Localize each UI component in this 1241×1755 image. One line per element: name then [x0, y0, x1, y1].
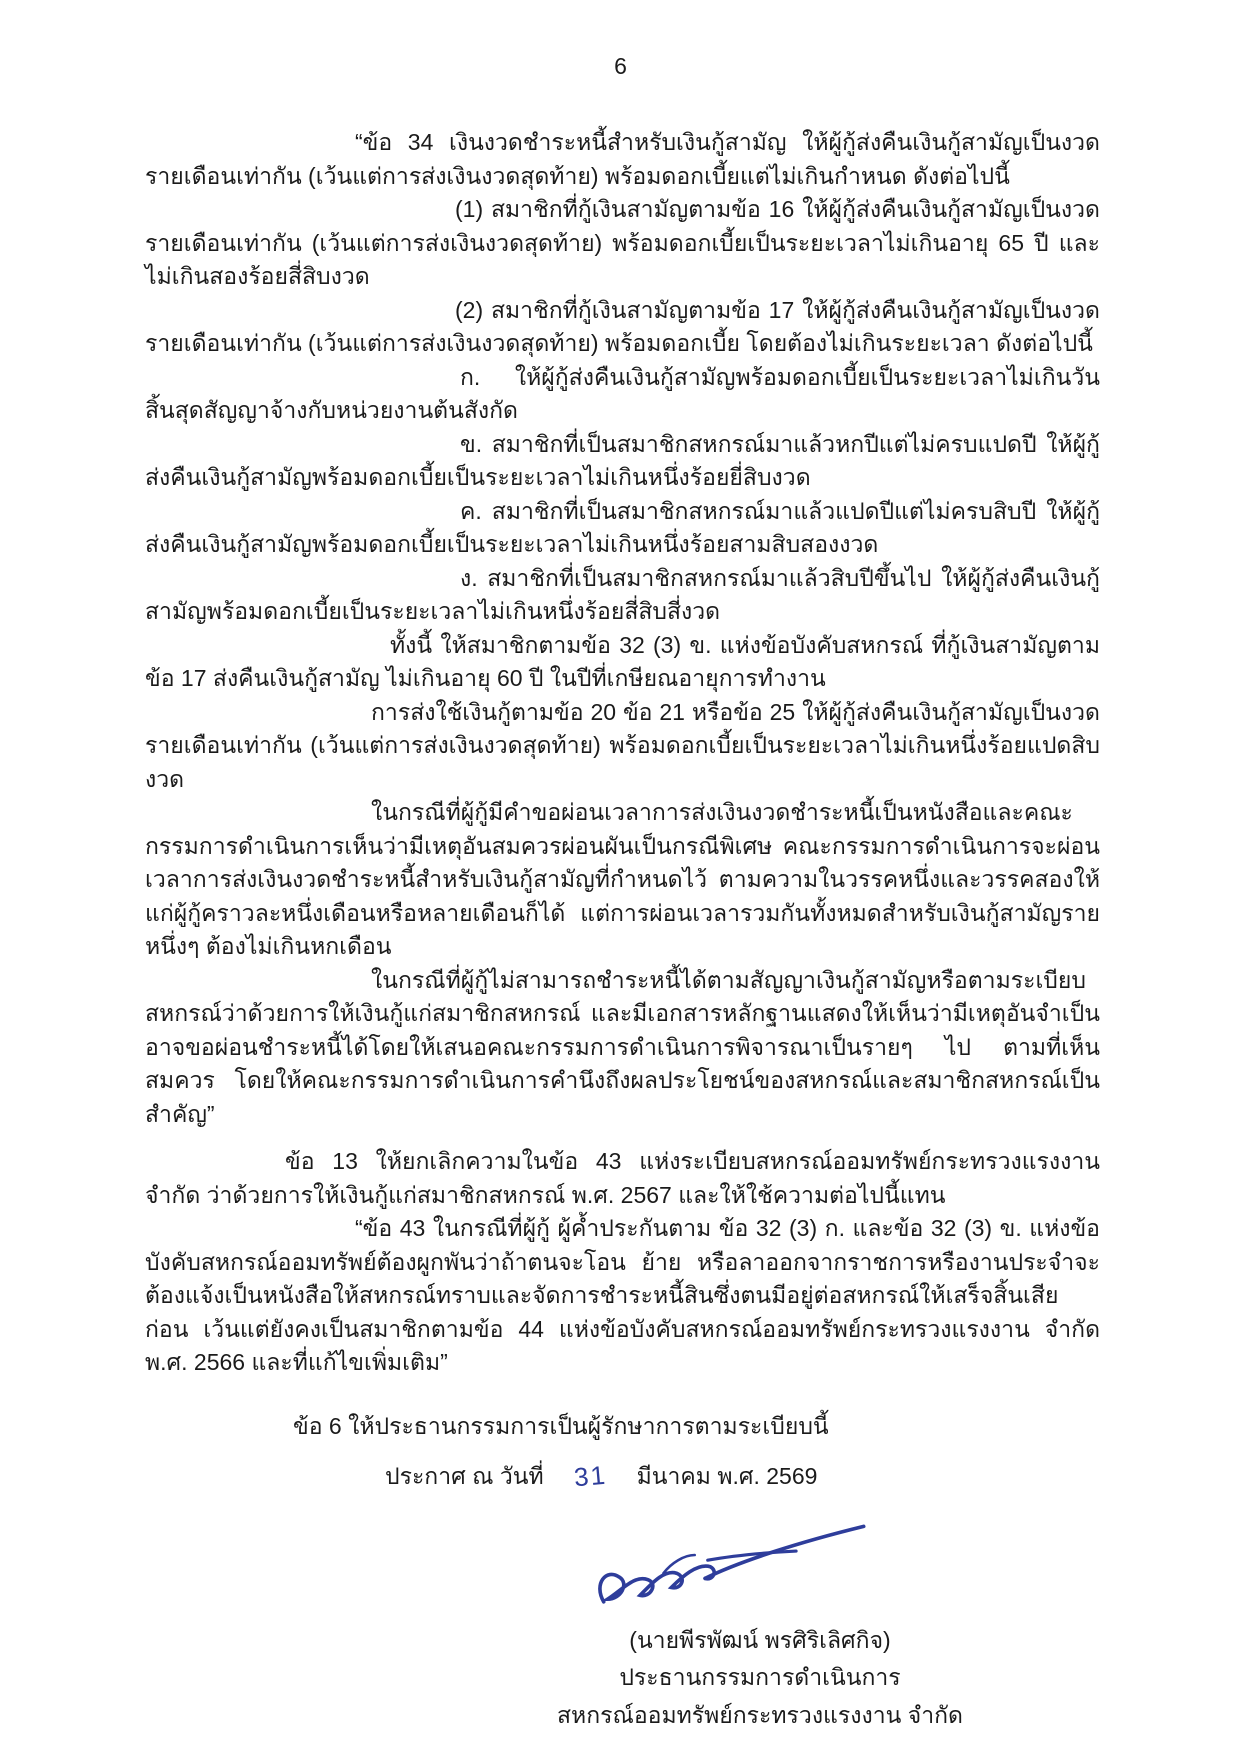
- signer-name: (นายพีรพัฒน์ พรศิริเลิศกิจ): [629, 1626, 891, 1653]
- paragraph-repayment: การส่งใช้เงินกู้ตามข้อ 20 ข้อ 21 หรือข้อ 25 ให้ผู้กู้ส่งคืนเงินกู้สามัญเป็นงวดรายเดือนเท่ากัน (เว้นแต่การส่งเงินงวดสุดท้าย) พร้อมดอกเบี้ยเป็นระยะเวลาไม่เกินหนึ่งร้อยแปดสิบงวด: [145, 698, 1100, 792]
- signer-block: [450, 1624, 1070, 1733]
- signature-block: [585, 1516, 945, 1620]
- paragraph-item-2: (2) สมาชิกที่กู้เงินสามัญตามข้อ 17 ให้ผู้กู้ส่งคืนเงินกู้สามัญเป็นงวดรายเดือนเท่ากัน (เว้นแต่การส่งเงินงวดสุดท้าย) พร้อมดอกเบี้ย โดยต้องไม่เกินระยะเวลา ดังต่อไปนี้: [145, 296, 1100, 356]
- paragraph-sub-kho: ข. สมาชิกที่เป็นสมาชิกสหกรณ์มาแล้วหกปีแต่ไม่ครบแปดปี ให้ผู้กู้ส่งคืนเงินกู้สามัญพร้อมดอกเบี้ยเป็นระยะเวลาไม่เกินหนึ่งร้อยยี่สิบงวด: [145, 430, 1100, 490]
- paragraph-clause-13: ข้อ 13 ให้ยกเลิกความในข้อ 43 แห่งระเบียบสหกรณ์ออมทรัพย์กระทรวงแรงงาน จำกัด ว่าด้วยการให้เงินกู้แก่สมาชิกสหกรณ์ พ.ศ. 2567 และให้ใช้ความต่อไปนี้แทน: [145, 1148, 1100, 1208]
- signer-title: ประธานกรรมการดำเนินการ: [619, 1664, 901, 1690]
- paragraph-clause-43: “ข้อ 43 ในกรณีที่ผู้กู้ ผู้ค้ำประกันตาม ข้อ 32 (3) ก. และข้อ 32 (3) ข. แห่งข้อบังคับสหกรณ์ออมทรัพย์ต้องผูกพันว่าถ้าตนจะโอน ย้าย หรือลาออกจากราชการหรืองานประจำจะต้องแจ้งเป็นหนังสือให้สหกรณ์ทราบและจัดการชำระหนี้สินซึ่งตนมีอยู่ต่อสหกรณ์ให้เสร็จสิ้นเสียก่อน เว้นแต่ยังคงเป็นสมาชิกตามข้อ 44 แห่งข้อบังคับสหกรณ์ออมทรัพย์กระทรวงแรงงาน จำกัด พ.ศ. 2566 และที่แก้ไขเพิ่มเติม”: [145, 1215, 1100, 1375]
- signature-ink: [585, 1516, 885, 1620]
- paragraph-item-1: (1) สมาชิกที่กู้เงินสามัญตามข้อ 16 ให้ผู้กู้ส่งคืนเงินกู้สามัญเป็นงวดรายเดือนเท่ากัน (เว้นแต่การส่งเงินงวดสุดท้าย) พร้อมดอกเบี้ยเป็นระยะเวลาไม่เกินอายุ 65 ปี และไม่เกินสองร้อยสี่สิบงวด: [145, 196, 1100, 289]
- signer-organization: สหกรณ์ออมทรัพย์กระทรวงแรงงาน จำกัด: [557, 1701, 963, 1728]
- handwritten-day: 31: [572, 1459, 608, 1493]
- paragraph-sub-ngo: ง. สมาชิกที่เป็นสมาชิกสหกรณ์มาแล้วสิบปีขึ้นไป ให้ผู้กู้ส่งคืนเงินกู้สามัญพร้อมดอกเบี้ยเป็นระยะเวลาไม่เกินหนึ่งร้อยสี่สิบสี่งวด: [145, 564, 1100, 624]
- paragraph-inability-to-pay: ในกรณีที่ผู้กู้ไม่สามารถชำระหนี้ได้ตามสัญญาเงินกู้สามัญหรือตามระเบียบสหกรณ์ว่าด้วยการให้เงินกู้แก่สมาชิกสหกรณ์ และมีเอกสารหลักฐานแสดงให้เห็นว่ามีเหตุอันจำเป็น อาจขอผ่อนชำระหนี้ได้โดยให้เสนอคณะกรรมการดำเนินการพิจารณาเป็นรายๆ ไป ตามที่เห็นสมควร โดยให้คณะกรรมการดำเนินการคำนึงถึงผลประโยชน์ของสหกรณ์และสมาชิกสหกรณ์เป็นสำคัญ”: [145, 966, 1100, 1127]
- document-body: [145, 126, 1100, 1443]
- paragraph-sub-ko: ก. ให้ผู้กู้ส่งคืนเงินกู้สามัญพร้อมดอกเบี้ยเป็นระยะเวลาไม่เกินวันสิ้นสุดสัญญาจ้างกับหน่วยงานต้นสังกัด: [145, 363, 1100, 423]
- paragraph-proviso: ทั้งนี้ ให้สมาชิกตามข้อ 32 (3) ข. แห่งข้อบังคับสหกรณ์ ที่กู้เงินสามัญตามข้อ 17 ส่งคืนเงินกู้สามัญ ไม่เกินอายุ 60 ปี ในปีที่เกษียณอายุการทำงาน: [145, 631, 1100, 691]
- paragraph-clause-6: ข้อ 6 ให้ประธานกรรมการเป็นผู้รักษาการตามระเบียบนี้: [293, 1412, 829, 1439]
- announcement-date-line: [145, 1459, 1100, 1494]
- paragraph-clause-34: “ข้อ 34 เงินงวดชำระหนี้สำหรับเงินกู้สามัญ ให้ผู้กู้ส่งคืนเงินกู้สามัญเป็นงวดรายเดือนเท่ากัน (เว้นแต่การส่งเงินงวดสุดท้าย) พร้อมดอกเบี้ยแต่ไม่เกินกำหนด ดังต่อไปนี้: [145, 129, 1100, 189]
- paragraph-extension-request: ในกรณีที่ผู้กู้มีคำขอผ่อนเวลาการส่งเงินงวดชำระหนี้เป็นหนังสือและคณะกรรมการดำเนินการเห็นว่ามีเหตุอันสมควรผ่อนผันเป็นกรณีพิเศษ คณะกรรมการดำเนินการจะผ่อนเวลาการส่งเงินงวดชำระหนี้สำหรับเงินกู้สามัญที่กำหนดไว้ ตามความในวรรคหนึ่งและวรรคสองให้แก่ผู้กู้คราวละหนึ่งเดือนหรือหลายเดือนก็ได้ แต่การผ่อนเวลารวมกันทั้งหมดสำหรับเงินกู้สามัญรายหนึ่งๆ ต้องไม่เกินหกเดือน: [145, 799, 1100, 959]
- announce-suffix: มีนาคม พ.ศ. 2569: [636, 1463, 818, 1489]
- announce-prefix: ประกาศ ณ วันที่: [385, 1463, 544, 1489]
- page-number: 6: [614, 53, 627, 79]
- paragraph-sub-kho2: ค. สมาชิกที่เป็นสมาชิกสหกรณ์มาแล้วแปดปีแต่ไม่ครบสิบปี ให้ผู้กู้ส่งคืนเงินกู้สามัญพร้อมดอกเบี้ยเป็นระยะเวลาไม่เกินหนึ่งร้อยสามสิบสองงวด: [145, 497, 1100, 557]
